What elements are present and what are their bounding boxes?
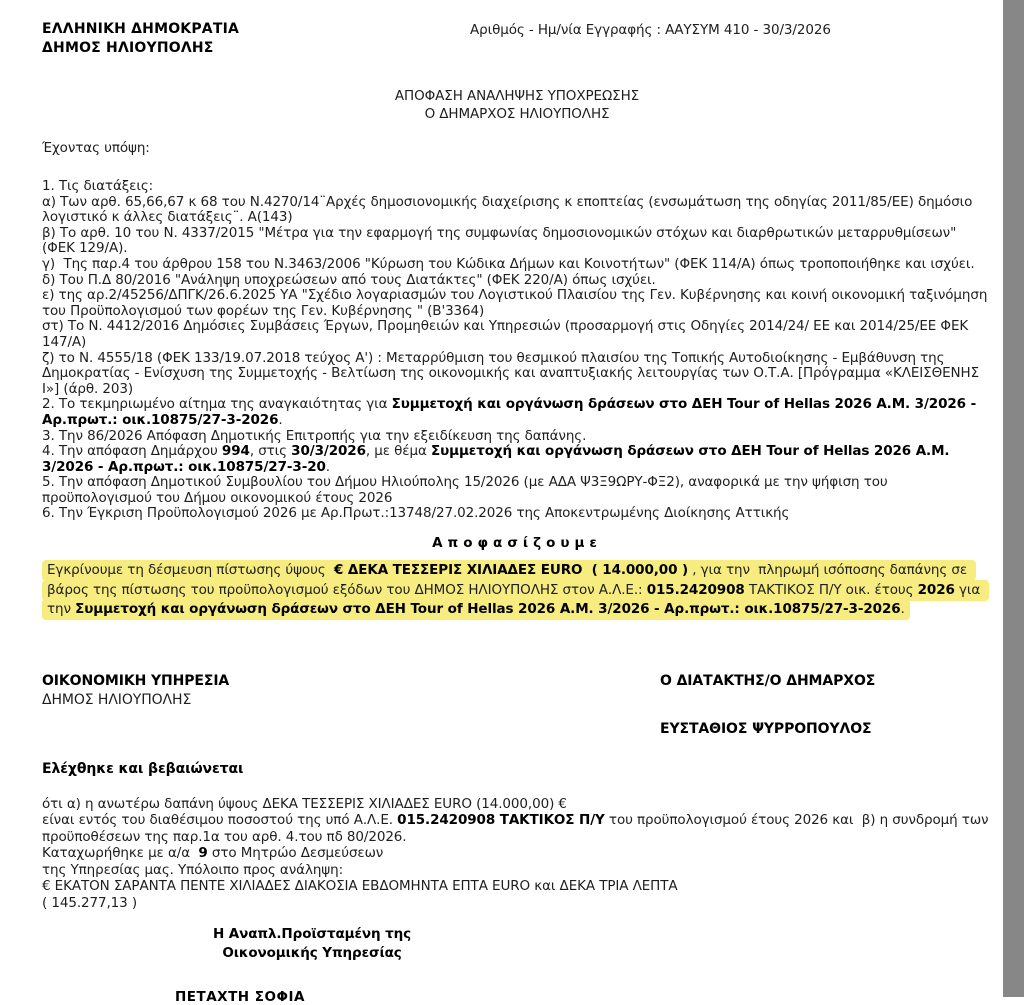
registry-number: Αριθμός - Ημ/νία Εγγραφής : ΑΑΥΣΥΜ 410 - 30/3/2026: [470, 22, 831, 38]
verification-block-line: είναι εντός του διαθέσιμου ποσοστού της υπό Α.Λ.Ε. 015.2420908 ΤΑΚΤΙΚΟΣ Π/Υ του προϋπολογισμού έτους 2026 και β) η συνδρομή των: [42, 812, 989, 829]
preamble-list-line: β) Το αρθ. 10 του Ν. 4337/2015 "Μέτρα για την εφαρμογή της συμφωνίας δημοσιονομικών στόχων και διαρθρωτικών μεταρρυθμίσεων" (ΦΕΚ 129/Α).: [42, 224, 961, 257]
preamble-list-line: α) Των αρθ. 65,66,67 κ 68 του Ν.4270/14¨Αρχές δημοσιονομικής διαχείρισης κ εποπτείας (ενσωμάτωση της οδηγίας 2011/85/ΕΕ) δημόσιο λογιστικό κ άλλες διατάξεις¨. Α(143): [42, 193, 977, 226]
having-regard-label: Έχοντας υπόψη:: [42, 140, 150, 156]
highlighted-text: Εγκρίνουμε τη δέσμευση πίστωσης ύψους € ΔΕΚΑ ΤΕΣΣΕΡΙΣ ΧΙΛΙΑΔΕΣ EURO ( 14.000,00 ) , για την πληρωμή ισόποσης δαπάνης σε βάρος της πίστωσης του προϋπολογισμού εξόδων του ΔΗΜΟΣ ΗΛΙΟΥΠΟΛΗΣ στον Α.Λ.Ε.: 015.2420908 ΤΑΚΤΙΚΟΣ Π/Υ οικ. έτους 2026 για την Συμμετοχή και οργάνωση δράσεων στο ΔΕΗ Tour of Hellas 2026 Α.Μ. 3/2026 - Αρ.πρωτ.: οικ.10875/27-3-2026.: [42, 560, 989, 620]
signature-row: [42, 672, 992, 752]
signer-name: ΠΕΤΑΧΤΗ ΣΟΦΙΑ: [175, 989, 305, 1005]
preamble-list-line: 6. Την Έγκριση Προϋπολογισμού 2026 με Αρ.Πρωτ.:13748/27.02.2026 της Αποκεντρωμένης Διοίκησης Αττικής: [42, 505, 790, 522]
preamble-list-line: ε) της αρ.2/45256/ΔΠΓΚ/26.6.2025 ΥΑ "Σχέδιο λογαριασμών του Λογιστικού Πλαισίου της Γεν. Κυβέρνησης και κοινή οικονομική ταξινόμηση του Προϋπολογισμού των φορέων της Γεν. Κυβέρνησης " (Β'3364): [42, 287, 992, 319]
signer-role-line1: Η Αναπλ.Προϊσταμένη της: [212, 926, 412, 943]
mayor-signature-title: Ο ΔΙΑΤΑΚΤΗΣ/Ο ΔΗΜΑΡΧΟΣ: [660, 672, 876, 689]
document-body: [42, 20, 992, 1005]
document-title-line2: Ο ΔΗΜΑΡΧΟΣ ΗΛΙΟΥΠΟΛΗΣ: [424, 105, 610, 122]
document-title-line1: ΑΠΟΦΑΣΗ ΑΝΑΛΗΨΗΣ ΥΠΟΧΡΕΩΣΗΣ: [394, 88, 640, 104]
preamble-list-line: 2. Το τεκμηριωμένο αίτημα της αναγκαιότητας για Συμμετοχή και οργάνωση δράσεων στο ΔΕΗ Tour of Hellas 2026 Α.Μ. 3/2026 - Αρ.πρωτ.: οικ.10875/27-3-2026.: [42, 396, 981, 428]
verification-block-line: προϋποθέσεων της παρ.1α του αρθ. 4.του πδ 80/2026.: [42, 828, 407, 845]
signer-role-line2: Οικονομικής Υπηρεσίας: [222, 945, 402, 962]
issuer-municipality: ΔΗΜΟΣ ΗΛΙΟΥΠΟΛΗΣ: [42, 40, 214, 56]
mayor-signature-block: [660, 672, 875, 739]
checked-certified-label: Ελέχθηκε και βεβαιώνεται: [42, 760, 244, 777]
verification-block-line: της Υπηρεσίας μας. Υπόλοιπο προς ανάληψη:: [42, 861, 344, 878]
preamble-list-line: ζ) το Ν. 4555/18 (ΦΕΚ 133/19.07.2018 τεύχος Α') : Μεταρρύθμιση του θεσμικού πλαισίου της Τοπικής Αυτοδιοίκησης - Εμβάθυνση της Δημοκρατίας - Ενίσχυση της Συμμετοχής - Βελτίωση της οικονομικής και αναπτυξιακής λειτουργίας των Ο.Τ.Α. [Πρόγραμμα «ΚΛΕΙΣΘΕΝΗΣ Ι»] (άρθ. 203): [42, 349, 984, 397]
issuer-country: ΕΛΛΗΝΙΚΗ ΔΗΜΟΚΡΑΤΙΑ: [42, 21, 240, 37]
decision-paragraph: [42, 561, 992, 620]
decision-heading: Αποφασίζουμε: [432, 535, 602, 552]
verification-block-line: ( 145.277,13 ): [42, 894, 138, 911]
finance-service-title: ΟΙΚΟΝΟΜΙΚΗ ΥΠΗΡΕΣΙΑ: [42, 672, 230, 689]
page-edge-strip: [1003, 0, 1024, 997]
preamble-list-line: 4. Την απόφαση Δημάρχου 994, στις 30/3/2026, με θέμα Συμμετοχή και οργάνωση δράσεων στο ΔΕΗ Tour of Hellas 2026 Α.Μ. 3/2026 - Αρ.πρωτ.: οικ.10875/27-3-20.: [42, 443, 955, 475]
preamble-list-line: δ) Του Π.Δ 80/2016 "Ανάληψη υποχρεώσεων από τους Διατάκτες" (ΦΕΚ 220/Α) όπως ισχύει.: [42, 271, 656, 288]
verification-block-line: € ΕΚΑΤΟΝ ΣΑΡΑΝΤΑ ΠΕΝΤΕ ΧΙΛΙΑΔΕΣ ΔΙΑΚΟΣΙΑ ΕΒΔΟΜΗΝΤΑ ΕΠΤΑ EURO και ΔΕΚΑ ΤΡΙΑ ΛΕΠΤΑ: [42, 878, 678, 895]
document-header: [42, 20, 992, 78]
preamble-list-line: 3. Την 86/2026 Απόφαση Δημοτικής Επιτροπής για την εξειδίκευση της δαπάνης.: [42, 427, 587, 444]
verification-block-line: Καταχωρήθηκε με α/α 9 στο Μητρώο Δεσμεύσεων: [42, 845, 384, 862]
signer-role: [172, 925, 452, 963]
verification-block-line: ότι α) η ανωτέρω δαπάνη ύψους ΔΕΚΑ ΤΕΣΣΕΡΙΣ ΧΙΛΙΑΔΕΣ EURO (14.000,00) €: [42, 795, 567, 812]
finance-service-block: [42, 672, 229, 710]
finance-service-municipality: ΔΗΜΟΣ ΗΛΙΟΥΠΟΛΗΣ: [42, 691, 192, 708]
preamble-list-line: στ) Το Ν. 4412/2016 Δημόσιες Συμβάσεις Έργων, Προμηθειών και Υπηρεσιών (προσαρμογή στις Οδηγίες 2014/24/ ΕΕ και 2014/25/ΕΕ ΦΕΚ 147/Α): [42, 318, 973, 350]
preamble-list-line: γ) Της παρ.4 του άρθρου 158 του Ν.3463/2006 "Κύρωση του Κώδικα Δήμων και Κοινοτήτων" (ΦΕΚ 114/Α) όπως τροποποιήθηκε και ισχύει.: [42, 255, 975, 272]
signer-block: [42, 925, 992, 1005]
mayor-signature-name: ΕΥΣΤΑΘΙΟΣ ΨΥΡΡΟΠΟΥΛΟΣ: [660, 720, 872, 737]
preamble-list-line: 1. Τις διατάξεις:: [42, 178, 154, 194]
preamble-list-line: 5. Την απόφαση Δημοτικού Συμβουλίου του Δήμου Ηλιούπολης 15/2026 (με ΑΔΑ Ψ3Ξ9ΩΡΥ-ΦΞ2), αναφορικά με την ψήφιση του προϋπολογισμού του Δήμου οικονομικού έτους 2026: [42, 474, 892, 506]
preamble-list: [42, 179, 992, 522]
verification-block: [42, 796, 992, 912]
document-title: [42, 88, 992, 123]
